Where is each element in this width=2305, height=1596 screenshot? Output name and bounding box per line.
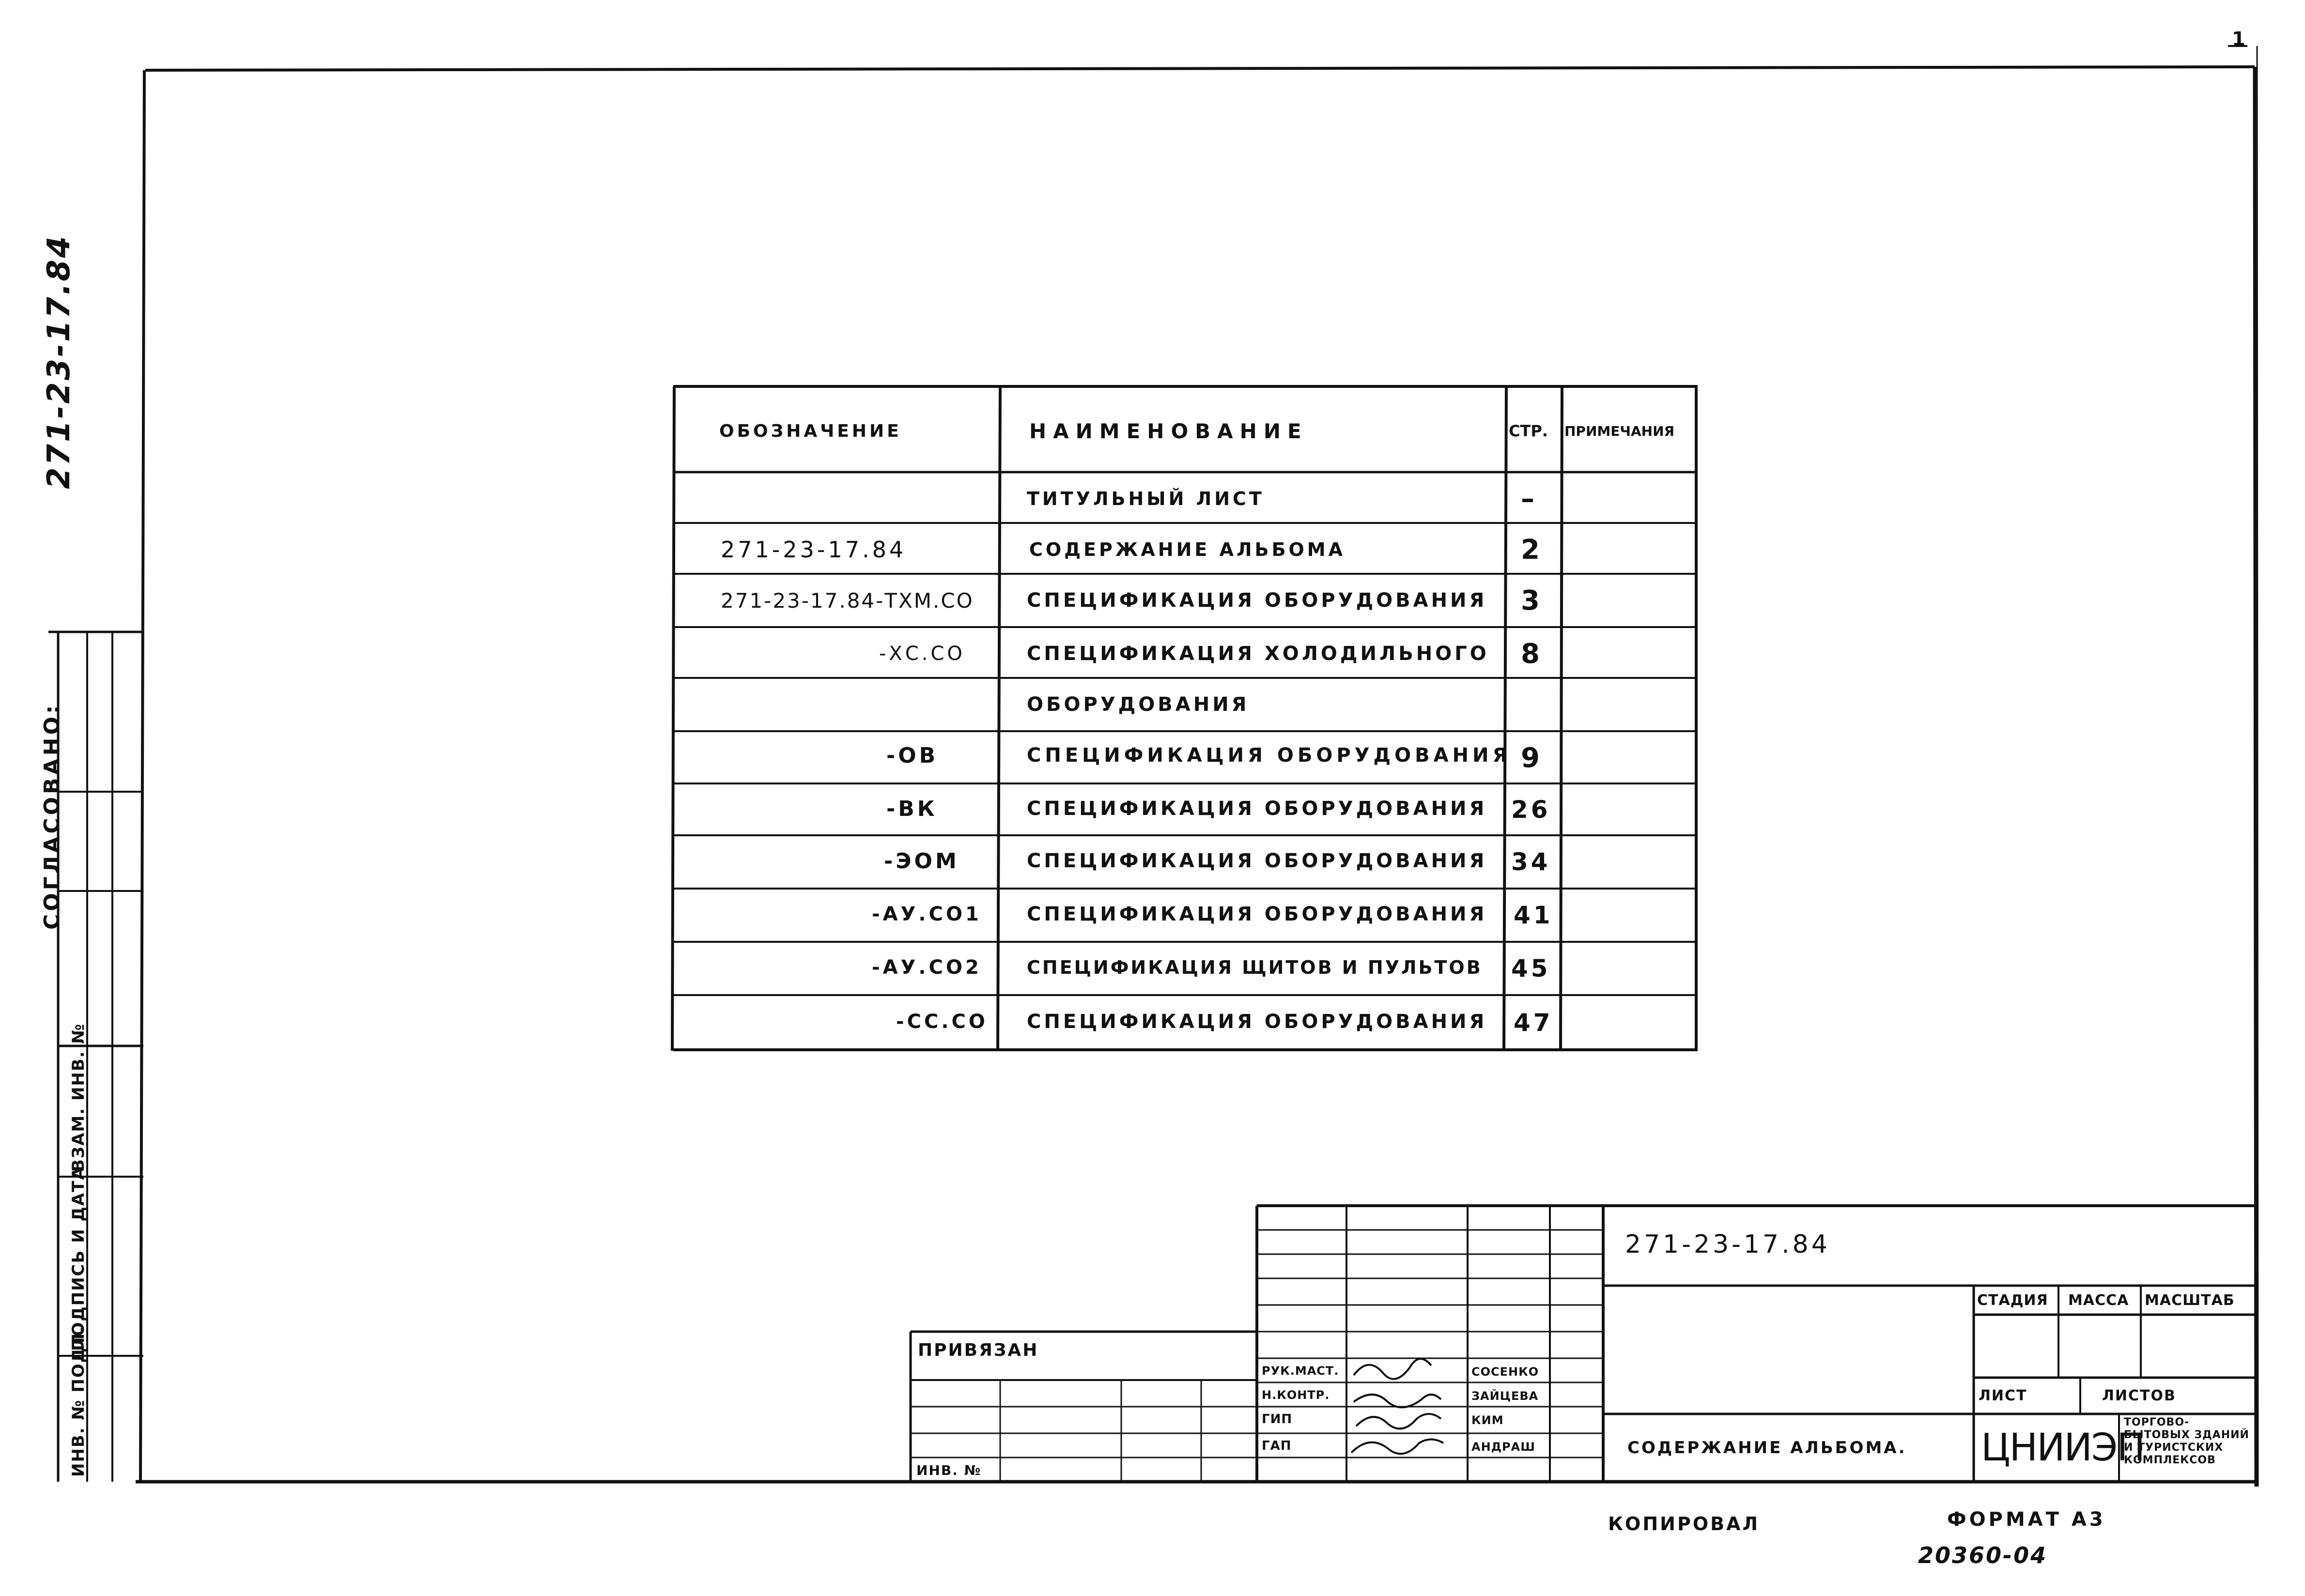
- row-name: СПЕЦИФИКАЦИЯ ОБОРУДОВАНИЯ: [1027, 850, 1487, 872]
- row-page: 3: [1521, 584, 1543, 616]
- row-designation: -ОВ: [886, 743, 939, 768]
- row-name: СПЕЦИФИКАЦИЯ ОБОРУДОВАНИЯ: [1027, 1011, 1487, 1033]
- row-page: –: [1521, 483, 1537, 515]
- row-name: СОДЕРЖАНИЕ АЛЬБОМА: [1029, 539, 1346, 560]
- header-note: ПРИМЕЧАНИЯ: [1564, 423, 1675, 439]
- row-designation: -ХС.СО: [879, 643, 965, 665]
- side-stamp-label-replace: ВЗАМ. ИНВ. №: [69, 1023, 88, 1172]
- sheet-title: СОДЕРЖАНИЕ АЛЬБОМА.: [1627, 1438, 1907, 1458]
- row-designation: -ЭОМ: [884, 848, 959, 874]
- col-sheets: ЛИСТОВ: [2102, 1387, 2176, 1404]
- row-name: СПЕЦИФИКАЦИЯ ОБОРУДОВАНИЯ: [1027, 589, 1487, 612]
- header-name: НАИМЕНОВАНИЕ: [1029, 419, 1308, 443]
- row-designation: -АУ.СО1: [872, 903, 982, 925]
- signature-4: [1351, 1440, 1443, 1454]
- row-name: СПЕЦИФИКАЦИЯ ХОЛОДИЛЬНОГО: [1027, 643, 1489, 665]
- col-stage: СТАДИЯ: [1977, 1291, 2048, 1309]
- col-sheet: ЛИСТ: [1979, 1387, 2027, 1404]
- org-logo: ЦНИИЭП: [1981, 1426, 2145, 1470]
- role-2: Н.КОНТР.: [1262, 1388, 1330, 1402]
- row-name: СПЕЦИФИКАЦИЯ ОБОРУДОВАНИЯ: [1027, 744, 1512, 767]
- col-mass: МАССА: [2068, 1291, 2129, 1309]
- row-page: 8: [1521, 638, 1543, 670]
- org-name: ТОРГОВО-БЫТОВЫХ ЗДАНИЙ И ТУРИСТСКИХ КОМПЛЕКСОВ: [2124, 1416, 2249, 1466]
- row-designation: -ВК: [886, 796, 938, 821]
- surname-3: КИМ: [1471, 1413, 1504, 1427]
- archive-number: 20360-04: [1918, 1542, 2048, 1568]
- surname-2: ЗАЙЦЕВА: [1471, 1389, 1539, 1403]
- signature-3: [1356, 1414, 1441, 1428]
- inv-label: ИНВ. №: [916, 1462, 982, 1478]
- row-page: 34: [1511, 848, 1551, 876]
- row-designation: 271-23-17.84: [721, 537, 907, 563]
- side-stamp-label-inv: ИНВ. № ПОДЛ.: [69, 1325, 88, 1477]
- header-designation: ОБОЗНАЧЕНИЕ: [719, 421, 902, 441]
- corner-mark: 1: [2232, 28, 2248, 50]
- role-1: РУК.МАСТ.: [1262, 1364, 1339, 1378]
- header-page: СТР.: [1509, 422, 1548, 440]
- row-page: 45: [1511, 954, 1551, 982]
- row-name: ОБОРУДОВАНИЯ: [1027, 693, 1250, 716]
- row-page: 26: [1511, 796, 1551, 824]
- row-designation: -АУ.СО2: [872, 956, 982, 979]
- row-name: СПЕЦИФИКАЦИЯ ОБОРУДОВАНИЯ: [1027, 798, 1487, 820]
- format-label: ФОРМАТ А3: [1947, 1508, 2106, 1531]
- row-designation: 271-23-17.84-ТХМ.СО: [721, 588, 974, 613]
- row-designation: -СС.СО: [896, 1011, 988, 1033]
- surname-4: АНДРАШ: [1471, 1440, 1535, 1454]
- surname-1: СОСЕНКО: [1471, 1365, 1539, 1379]
- side-stamp-title: СОГЛАСОВАНО:: [40, 702, 64, 930]
- title-doc-code: 271-23-17.84: [1625, 1230, 1830, 1259]
- row-name: СПЕЦИФИКАЦИЯ ЩИТОВ И ПУЛЬТОВ: [1027, 957, 1483, 978]
- bound-label: ПРИВЯЗАН: [918, 1340, 1039, 1360]
- signature-2: [1354, 1395, 1441, 1407]
- side-stamp-label-sign: ПОДПИСЬ И ДАТА: [69, 1166, 88, 1351]
- row-name: ТИТУЛЬНЫЙ ЛИСТ: [1027, 488, 1265, 509]
- role-3: ГИП: [1262, 1412, 1293, 1427]
- col-scale: МАСШТАБ: [2145, 1291, 2235, 1309]
- row-page: 2: [1521, 534, 1543, 566]
- row-page: 47: [1514, 1009, 1553, 1037]
- signature-1: [1354, 1359, 1431, 1379]
- row-page: 9: [1521, 742, 1543, 774]
- side-doc-code: 271-23-17.84: [41, 234, 77, 489]
- copied-by: КОПИРОВАЛ: [1608, 1513, 1760, 1535]
- row-page: 41: [1514, 901, 1553, 929]
- role-4: ГАП: [1262, 1439, 1292, 1453]
- row-name: СПЕЦИФИКАЦИЯ ОБОРУДОВАНИЯ: [1027, 903, 1487, 925]
